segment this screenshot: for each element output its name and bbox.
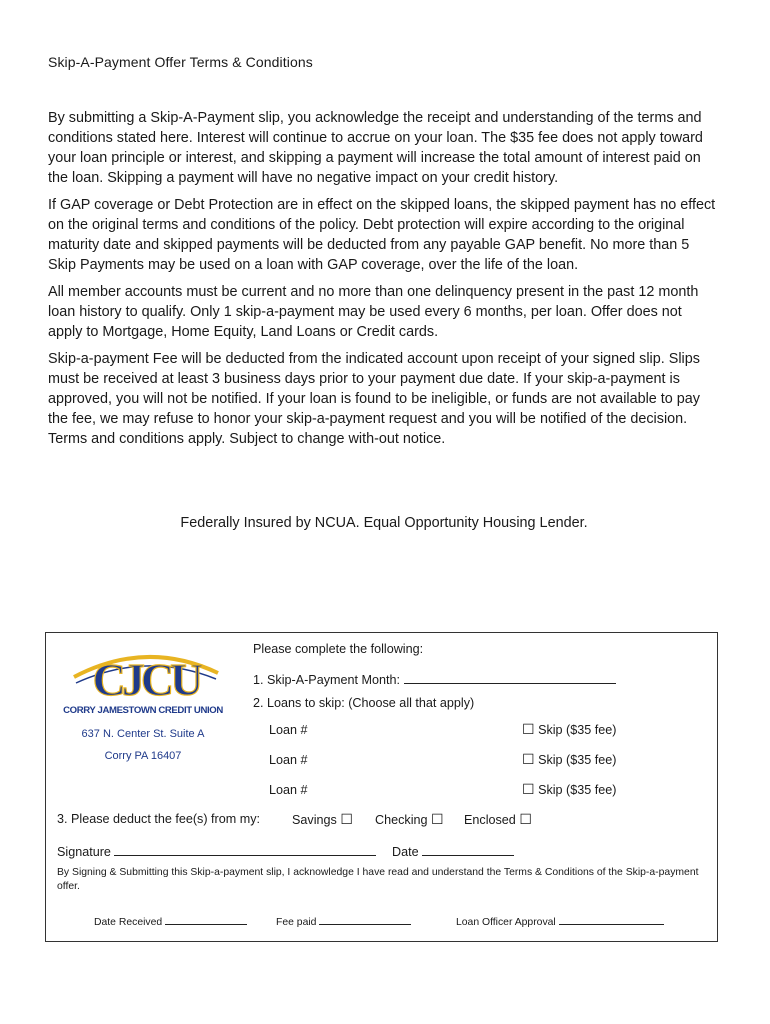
deduct-savings-option[interactable] [292, 811, 353, 828]
date-received-row [94, 915, 247, 928]
cjcu-logo [66, 643, 226, 701]
loan-officer-label: Loan Officer Approval [456, 917, 556, 928]
skip-option[interactable] [522, 781, 616, 798]
skip-option[interactable] [522, 751, 616, 768]
skip-checkbox[interactable]: ☐ [522, 781, 535, 797]
terms-paragraph: If GAP coverage or Debt Protection are in effect on the skipped loans, the skipped payment has no effect on the original terms and conditions of the policy. Debt protection will expire according to the original maturity date and skipped payments will be deducted from any payable GAP benefit. No more than 5 Skip Payments may be used on a loan with GAP coverage, over the life of the loan. [48, 197, 716, 273]
month-input-line[interactable] [404, 671, 616, 684]
loan-label: Loan # [269, 753, 308, 767]
date-received-line[interactable] [165, 915, 247, 925]
skip-checkbox[interactable]: ☐ [522, 751, 535, 767]
loan-officer-line[interactable] [559, 915, 664, 925]
skip-option-label: Skip ($35 fee) [538, 723, 617, 737]
skip-option-label: Skip ($35 fee) [538, 783, 617, 797]
loans-label: 2. Loans to skip: (Choose all that apply) [253, 696, 475, 710]
deduct-label: 3. Please deduct the fee(s) from my: [57, 812, 260, 826]
date-label: Date [392, 845, 419, 859]
signature-row [57, 843, 376, 859]
credit-union-address: 637 N. Center St. Suite A [81, 728, 205, 740]
signature-label: Signature [57, 845, 111, 859]
savings-label: Savings [292, 813, 337, 827]
acknowledgement-text: By Signing & Submitting this Skip-a-payment slip, I acknowledge I have read and understand the Terms & Conditions of the Skip-a-payment offer. [57, 867, 699, 892]
credit-union-name: CORRY JAMESTOWN CREDIT UNION [63, 705, 223, 716]
fee-paid-line[interactable] [319, 915, 411, 925]
skip-payment-form [45, 632, 718, 942]
date-received-label: Date Received [94, 917, 163, 928]
checking-checkbox[interactable]: ☐ [431, 811, 444, 827]
terms-paragraph: All member accounts must be current and no more than one delinquency present in the past 12 month loan history to qualify. Only 1 skip-a-payment may be used every 6 months, per loan. Offer does not apply to Mortgage, Home Equity, Land Loans or Credit cards. [48, 284, 699, 340]
terms-body [48, 108, 720, 456]
date-row [392, 843, 514, 859]
deduct-checking-option[interactable] [375, 811, 444, 828]
fee-paid-row [276, 915, 411, 928]
month-row [253, 671, 616, 687]
skip-option-label: Skip ($35 fee) [538, 753, 617, 767]
savings-checkbox[interactable]: ☐ [340, 811, 353, 827]
checking-label: Checking [375, 813, 428, 827]
loan-label: Loan # [269, 723, 308, 737]
form-intro: Please complete the following: [253, 642, 424, 656]
month-label: 1. Skip-A-Payment Month: [253, 673, 400, 687]
credit-union-city: Corry PA 16407 [104, 750, 182, 762]
date-line[interactable] [422, 843, 514, 856]
terms-paragraph: By submitting a Skip-A-Payment slip, you acknowledge the receipt and understanding of the terms and conditions stated here. Interest will continue to accrue on your loan. The $35 fee does not apply toward your loan principle or interest, and skipping a payment will increase the total amount of interest paid on the loan. Skipping a payment will have no negative impact on your credit history. [48, 110, 703, 186]
page-title: Skip-A-Payment Offer Terms & Conditions [48, 54, 313, 70]
ncua-footer: Federally Insured by NCUA. Equal Opportunity Housing Lender. [180, 515, 588, 531]
deduct-enclosed-option[interactable] [464, 811, 532, 828]
logo-lettering: CJCU [92, 654, 200, 701]
loan-officer-row [456, 915, 664, 928]
terms-paragraph: Skip-a-payment Fee will be deducted from the indicated account upon receipt of your signed slip. Slips must be received at least 3 business days prior to your payment due date. If your skip-a-payment is approved, you will not be notified. If your loan is found to be ineligible, or funds are not available to pay the fee, we may refuse to honor your skip-a-payment request and you will be notified of the decision. Terms and conditions apply. Subject to change with-out notice. [48, 351, 700, 447]
signature-line[interactable] [114, 843, 376, 856]
skip-checkbox[interactable]: ☐ [522, 721, 535, 737]
loan-label: Loan # [269, 783, 308, 797]
enclosed-checkbox[interactable]: ☐ [519, 811, 532, 827]
skip-option[interactable] [522, 721, 616, 738]
enclosed-label: Enclosed [464, 813, 516, 827]
fee-paid-label: Fee paid [276, 917, 317, 928]
